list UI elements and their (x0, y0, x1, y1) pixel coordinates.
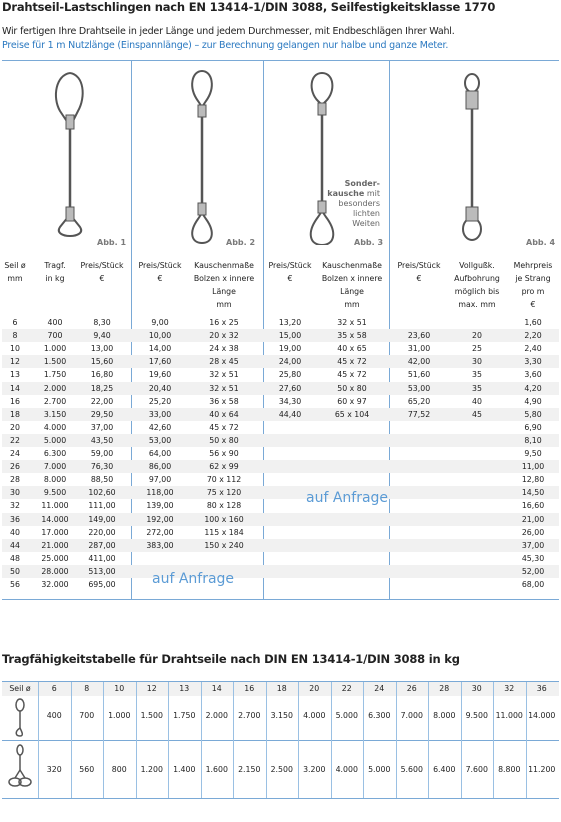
price-note: Preise für 1 m Nutzlänge (Einspannlänge) – zur Berechnung gelangen nur halbe und ganze Meter. (2, 40, 449, 51)
column-divider (103, 682, 104, 798)
table-cell: 1.750 (43, 370, 67, 380)
capacity-value-single: 5.000 (335, 711, 358, 720)
table-cell: 4,90 (524, 396, 542, 406)
on-request-label: auf Anfrage (152, 571, 235, 587)
table-cell: 192,00 (146, 514, 174, 524)
page-title: Drahtseil-Lastschlingen nach EN 13414-1/DIN 3088, Seilfestigkeitsklasse 1770 (2, 0, 496, 14)
table-cell: 59,00 (90, 449, 114, 458)
table-cell: 35 x 58 (337, 331, 367, 341)
table-cell: 18 (10, 409, 20, 419)
table-cell: 5,80 (524, 409, 542, 419)
table-cell: 15,60 (90, 357, 114, 367)
column-divider (428, 682, 429, 798)
table-cell: 9,40 (93, 331, 111, 341)
table-cell: 11,00 (521, 462, 545, 472)
table-cell: 40 x 64 (209, 409, 239, 419)
column-divider (363, 682, 364, 798)
table-cell: 14.000 (41, 514, 69, 524)
table-cell: 14,50 (521, 488, 545, 498)
table-cell: 76,30 (90, 462, 114, 472)
table-cell: 37,00 (521, 540, 545, 550)
capacity-size-header: 8 (84, 684, 90, 693)
table-cell: 272,00 (146, 527, 174, 537)
table-cell: 45 x 72 (337, 357, 367, 367)
table-cell: 8 (12, 331, 18, 341)
table-cell: 40 x 65 (337, 344, 367, 354)
table-cell: 13 (10, 370, 20, 380)
capacity-value-choked: 2.150 (238, 765, 261, 774)
header-cast-socket: Vollgußk. Aufbohrung möglich bis max. mm (454, 261, 500, 309)
table-cell: 22,00 (90, 396, 114, 406)
table-cell: 44 (10, 540, 20, 550)
table-cell: 20 (472, 331, 482, 341)
column-divider (396, 682, 397, 798)
column-divider (331, 682, 332, 798)
capacity-size-header: 32 (504, 684, 515, 693)
table-cell: 102,60 (88, 488, 116, 498)
table-cell: 32 x 51 (209, 383, 239, 393)
table-cell: 24 x 38 (209, 344, 239, 354)
header-seil: Seil ø mm (4, 261, 26, 283)
table-cell: 65,20 (407, 396, 431, 406)
capacity-value-choked: 320 (46, 765, 62, 774)
figure-label-4: Abb. 4 (526, 238, 556, 247)
table-cell: 19,60 (148, 370, 172, 380)
header-price-1: Preis/Stück € (80, 261, 124, 283)
column-divider (461, 682, 462, 798)
table-cell: 2.700 (43, 396, 67, 406)
table-cell: 150 x 240 (204, 540, 244, 550)
table-cell: 3,60 (524, 370, 542, 380)
capacity-value-choked: 8.800 (498, 765, 521, 774)
capacity-size-header: 16 (244, 684, 255, 693)
capacity-size-header: 12 (146, 684, 157, 693)
table-cell: 30 (472, 357, 482, 367)
table-cell: 25,80 (278, 370, 302, 380)
table-cell: 7.000 (43, 462, 67, 472)
table-cell: 75 x 120 (206, 488, 242, 498)
capacity-table (2, 681, 559, 799)
table-cell: 1.500 (43, 357, 67, 367)
capacity-size-header: 13 (179, 684, 190, 693)
capacity-value-choked: 560 (79, 765, 95, 774)
capacity-size-header: 22 (341, 684, 352, 693)
table-cell: 6 (12, 318, 18, 327)
table-cell: 16 (10, 396, 20, 406)
capacity-value-single: 6.300 (368, 711, 391, 720)
capacity-value-single: 14.000 (528, 711, 556, 720)
capacity-value-choked: 5.600 (400, 765, 423, 774)
table-cell: 32 x 51 (209, 370, 239, 380)
table-cell: 10,00 (148, 331, 172, 341)
table-cell: 2,40 (524, 344, 542, 354)
table-cell: 26,00 (521, 527, 545, 537)
table-cell: 25 (472, 344, 482, 354)
header-price-2: Preis/Stück € (138, 261, 182, 283)
table-cell: 35 (472, 383, 482, 393)
choked-leg-icon (6, 744, 34, 794)
table-row (2, 513, 559, 526)
table-cell: 40 (10, 527, 20, 537)
table-cell: 6,90 (524, 422, 542, 432)
table-cell: 33,00 (148, 409, 172, 419)
table-cell: 149,00 (88, 514, 116, 524)
table-row (2, 460, 559, 473)
table-cell: 48 (10, 553, 20, 563)
figure-label-3: Abb. 3 (354, 238, 384, 247)
capacity-header-label: Seil ø (9, 684, 31, 693)
table-cell: 86,00 (148, 462, 172, 472)
table-cell: 64,00 (148, 449, 172, 458)
capacity-value-choked: 800 (111, 765, 127, 774)
table-cell: 411,00 (88, 553, 116, 563)
capacity-size-header: 30 (471, 684, 482, 693)
table-cell: 45 x 72 (337, 370, 367, 380)
capacity-value-single: 1.500 (140, 711, 163, 720)
capacity-value-single: 700 (79, 711, 95, 720)
capacity-size-header: 6 (51, 684, 57, 693)
table-row (2, 382, 559, 395)
table-row (2, 395, 559, 408)
capacity-value-single: 2.700 (238, 711, 261, 720)
table-cell: 43,50 (90, 435, 114, 445)
table-row (2, 368, 559, 381)
capacity-value-single: 2.000 (205, 711, 228, 720)
capacity-value-choked: 1.600 (205, 765, 228, 774)
capacity-value-choked: 4.000 (335, 765, 358, 774)
table-cell: 700 (47, 331, 63, 341)
capacity-value-choked: 1.200 (140, 765, 163, 774)
table-cell: 53,00 (407, 383, 431, 393)
table-cell: 1,60 (524, 318, 542, 327)
header-tragf: Tragf. in kg (44, 261, 66, 283)
table-cell: 80 x 128 (206, 501, 242, 511)
table-cell: 25,20 (148, 396, 172, 406)
table-cell: 32.000 (41, 580, 69, 589)
column-divider (298, 682, 299, 798)
table-cell: 513,00 (88, 566, 116, 576)
table-cell: 1.000 (43, 344, 67, 354)
capacity-size-header: 24 (374, 684, 385, 693)
table-cell: 287,00 (88, 540, 116, 550)
table-cell: 6.300 (43, 449, 67, 458)
table-cell: 44,40 (278, 409, 302, 419)
table-cell: 4.000 (43, 422, 67, 432)
table-cell: 15,00 (278, 331, 302, 341)
table-cell: 14,00 (148, 344, 172, 354)
table-cell: 37,00 (90, 422, 114, 432)
table-cell: 28 x 45 (209, 357, 239, 367)
table-cell: 23,60 (407, 331, 431, 341)
table-cell: 118,00 (146, 488, 174, 498)
table-cell: 8,30 (93, 318, 111, 327)
capacity-value-single: 8.000 (433, 711, 456, 720)
table-cell: 62 x 99 (209, 462, 239, 472)
table-cell: 14 (10, 383, 20, 393)
table-cell: 20 x 32 (209, 331, 239, 341)
column-divider (168, 682, 169, 798)
table-cell: 65 x 104 (334, 409, 370, 419)
capacity-size-header: 10 (114, 684, 125, 693)
capacity-size-header: 26 (406, 684, 417, 693)
header-thimble-2: Kauschenmaße Bolzen x innere Länge mm (193, 261, 255, 309)
table-row (2, 552, 559, 565)
table-row (2, 408, 559, 421)
table-cell: 3,30 (524, 357, 542, 367)
capacity-value-single: 11.000 (495, 711, 523, 720)
table-cell: 36 x 58 (209, 396, 239, 406)
table-cell: 29,50 (90, 409, 114, 419)
row-divider (2, 740, 559, 741)
table-row (2, 421, 559, 434)
single-leg-icon (10, 698, 30, 738)
capacity-table-title: Tragfähigkeitstabelle für Drahtseile nach DIN EN 13414-1/DIN 3088 in kg (2, 652, 460, 666)
table-cell: 60 x 97 (337, 396, 367, 406)
table-cell: 17.000 (41, 527, 69, 537)
table-cell: 13,00 (90, 344, 114, 354)
table-cell: 16,60 (521, 501, 545, 511)
table-cell: 8.000 (43, 475, 67, 485)
table-cell: 2,20 (524, 331, 542, 341)
column-divider (493, 682, 494, 798)
table-cell: 24,00 (278, 357, 302, 367)
table-cell: 111,00 (88, 501, 116, 511)
capacity-value-choked: 11.200 (528, 765, 556, 774)
table-cell: 30 (10, 488, 20, 498)
table-cell: 10 (10, 344, 20, 354)
table-cell: 32 x 51 (337, 318, 367, 327)
sling-price-table (2, 60, 559, 600)
capacity-value-single: 1.000 (108, 711, 131, 720)
table-cell: 13,20 (278, 318, 302, 327)
column-divider (266, 682, 267, 798)
table-cell: 45 x 72 (209, 422, 239, 432)
table-cell: 20 (10, 422, 20, 432)
table-cell: 42,00 (407, 357, 431, 367)
sling-figure-4 (448, 67, 498, 245)
capacity-size-header: 20 (309, 684, 320, 693)
table-cell: 77,52 (407, 409, 431, 419)
table-cell: 3.150 (43, 409, 67, 419)
column-divider (233, 682, 234, 798)
table-cell: 18,25 (90, 383, 114, 393)
table-row (2, 434, 559, 447)
column-divider (526, 682, 527, 798)
table-row (2, 565, 559, 578)
table-cell: 51,60 (407, 370, 431, 380)
table-cell: 9,00 (151, 318, 169, 327)
table-cell: 21,00 (521, 514, 545, 524)
table-row (2, 499, 559, 512)
table-cell: 12,80 (521, 475, 545, 485)
table-cell: 32 (10, 501, 20, 511)
capacity-value-choked: 1.400 (173, 765, 196, 774)
capacity-size-header: 18 (276, 684, 287, 693)
table-row (2, 316, 559, 329)
table-row (2, 526, 559, 539)
header-price-4: Preis/Stück € (397, 261, 441, 283)
capacity-size-header: 14 (211, 684, 222, 693)
on-request-label: auf Anfrage (306, 490, 389, 506)
table-cell: 383,00 (146, 540, 174, 550)
table-cell: 25.000 (41, 553, 69, 563)
table-cell: 31,00 (407, 344, 431, 354)
table-cell: 139,00 (146, 501, 174, 511)
table-row (2, 486, 559, 499)
column-divider (201, 682, 202, 798)
table-cell: 35 (472, 370, 482, 380)
table-cell: 56 x 90 (209, 449, 239, 458)
intro-text: Wir fertigen Ihre Drahtseile in jeder Länge und jedem Durchmesser, mit Endbeschlägen Ihrer Wahl. (2, 26, 455, 37)
capacity-value-choked: 3.200 (303, 765, 326, 774)
capacity-size-header: 28 (439, 684, 450, 693)
figure-label-2: Abb. 2 (226, 238, 256, 247)
table-cell: 52,00 (521, 566, 545, 576)
table-cell: 220,00 (88, 527, 116, 537)
capacity-value-single: 9.500 (465, 711, 488, 720)
table-cell: 20,40 (148, 383, 172, 393)
sling-figure-2 (178, 67, 228, 245)
table-cell: 53,00 (148, 435, 172, 445)
capacity-value-choked: 7.600 (465, 765, 488, 774)
column-divider (136, 682, 137, 798)
table-cell: 42,60 (148, 422, 172, 432)
table-cell: 400 (47, 318, 63, 327)
table-row (2, 473, 559, 486)
table-cell: 11.000 (41, 501, 69, 511)
table-cell: 28.000 (41, 566, 69, 576)
table-row (2, 578, 559, 591)
header-surcharge: Mehrpreis je Strang pro m € (513, 261, 553, 309)
capacity-value-single: 4.000 (303, 711, 326, 720)
table-cell: 100 x 160 (204, 514, 244, 524)
table-cell: 50 x 80 (209, 435, 239, 445)
table-cell: 34,30 (278, 396, 302, 406)
header-thimble-3: Kauschenmaße Bolzen x innere Länge mm (321, 261, 383, 309)
table-cell: 40 (472, 396, 482, 406)
table-cell: 45,30 (521, 553, 545, 563)
table-cell: 26 (10, 462, 20, 472)
table-cell: 68,00 (521, 580, 545, 589)
ferrule-icon (66, 207, 74, 221)
capacity-value-single: 3.150 (270, 711, 293, 720)
table-cell: 17,60 (148, 357, 172, 367)
table-cell: 2.000 (43, 383, 67, 393)
table-cell: 88,50 (90, 475, 114, 485)
table-cell: 695,00 (88, 580, 116, 589)
table-cell: 56 (10, 580, 20, 589)
ferrule-icon (66, 115, 74, 129)
capacity-value-choked: 6.400 (433, 765, 456, 774)
figure-label-1: Abb. 1 (97, 238, 127, 247)
capacity-size-header: 36 (536, 684, 547, 693)
table-cell: 70 x 112 (206, 475, 242, 485)
capacity-value-single: 1.750 (173, 711, 196, 720)
table-cell: 50 (10, 566, 20, 576)
table-cell: 9,50 (524, 449, 542, 458)
table-cell: 97,00 (148, 475, 172, 485)
table-row (2, 355, 559, 368)
table-row (2, 329, 559, 342)
column-divider (71, 682, 72, 798)
table-cell: 50 x 80 (337, 383, 367, 393)
table-cell: 22 (10, 435, 20, 445)
column-divider (38, 682, 39, 798)
capacity-value-single: 400 (46, 711, 62, 720)
capacity-value-single: 7.000 (400, 711, 423, 720)
table-cell: 45 (472, 409, 482, 419)
capacity-value-choked: 5.000 (368, 765, 391, 774)
table-cell: 19,00 (278, 344, 302, 354)
table-cell: 16 x 25 (209, 318, 239, 327)
table-cell: 9.500 (43, 488, 67, 498)
sling-figure-1 (42, 67, 102, 245)
table-cell: 28 (10, 475, 20, 485)
table-cell: 36 (10, 514, 20, 524)
table-cell: 16,80 (90, 370, 114, 380)
table-cell: 12 (10, 357, 20, 367)
table-row (2, 447, 559, 460)
table-cell: 4,20 (524, 383, 542, 393)
table-cell: 8,10 (524, 435, 542, 445)
header-price-3: Preis/Stück € (268, 261, 312, 283)
capacity-value-choked: 2.500 (270, 765, 293, 774)
table-cell: 21.000 (41, 540, 69, 550)
table-cell: 5.000 (43, 435, 67, 445)
table-cell: 115 x 184 (204, 527, 244, 537)
table-row (2, 342, 559, 355)
special-thimble-note: Sonder- kausche mit besonders lichten Weiten (327, 179, 380, 228)
table-cell: 24 (10, 449, 20, 458)
table-row (2, 539, 559, 552)
table-cell: 27,60 (278, 383, 302, 393)
